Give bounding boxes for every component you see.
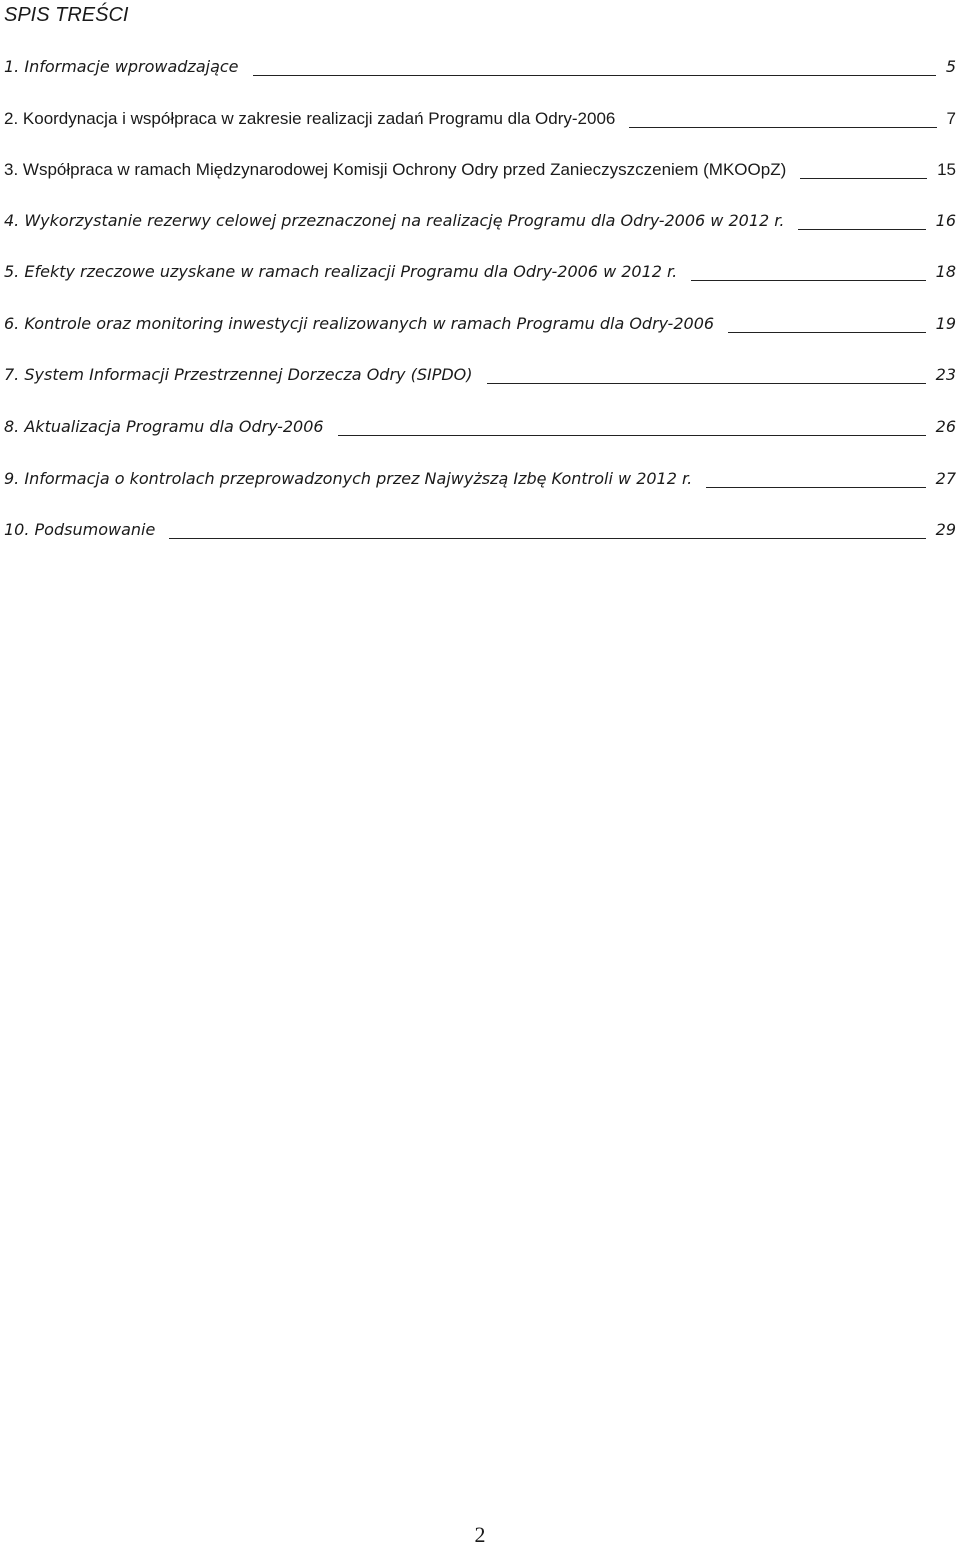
toc-entry-label: 1. Informacje wprowadzające xyxy=(4,57,239,76)
toc-entry-label: 7. System Informacji Przestrzennej Dorzecza Odry (SIPDO) xyxy=(4,365,473,384)
toc-entry-page: 18 xyxy=(935,262,956,281)
toc-leader-line xyxy=(487,383,926,384)
toc-leader-line xyxy=(338,435,926,436)
toc-entry-6[interactable] xyxy=(4,311,956,337)
toc-entry-7[interactable] xyxy=(4,362,956,388)
toc-entry-page: 23 xyxy=(935,365,956,384)
toc-entry-1[interactable] xyxy=(4,54,956,80)
toc-entry-5[interactable] xyxy=(4,259,956,285)
toc-entry-page: 15 xyxy=(937,160,956,179)
toc-entry-10[interactable] xyxy=(4,517,956,543)
toc-entry-2[interactable] xyxy=(4,106,956,132)
toc-entry-page: 26 xyxy=(935,417,956,436)
toc-entry-page: 29 xyxy=(935,520,956,539)
toc-leader-line xyxy=(169,538,925,539)
toc-entry-label: 2. Koordynacja i współpraca w zakresie realizacji zadań Programu dla Odry-2006 xyxy=(4,109,616,128)
toc-entry-label: 3. Współpraca w ramach Międzynarodowej Komisji Ochrony Odry przed Zanieczyszczeniem (MKOOpZ) xyxy=(4,160,787,179)
toc-entry-4[interactable] xyxy=(4,208,956,234)
toc-entry-3[interactable] xyxy=(4,157,956,183)
toc-entry-label: 5. Efekty rzeczowe uzyskane w ramach realizacji Programu dla Odry-2006 w 2012 r. xyxy=(4,262,678,281)
toc-entry-page: 16 xyxy=(935,211,956,230)
toc-entry-9[interactable] xyxy=(4,466,956,492)
toc-title: SPIS TREŚCI xyxy=(4,4,129,26)
toc-leader-line xyxy=(728,332,926,333)
toc-entry-label: 8. Aktualizacja Programu dla Odry-2006 xyxy=(4,417,324,436)
toc-leader-line xyxy=(798,229,925,230)
toc-leader-line xyxy=(800,178,927,179)
toc-entry-page: 7 xyxy=(946,109,956,128)
toc-entry-page: 27 xyxy=(935,469,956,488)
toc-leader-line xyxy=(629,127,936,128)
toc-entry-label: 9. Informacja o kontrolach przeprowadzonych przez Najwyższą Izbę Kontroli w 2012 r. xyxy=(4,469,693,488)
toc-entry-8[interactable] xyxy=(4,414,956,440)
toc-leader-line xyxy=(691,280,925,281)
toc-entry-label: 10. Podsumowanie xyxy=(4,520,156,539)
toc-entry-page: 5 xyxy=(945,57,956,76)
toc-entry-label: 4. Wykorzystanie rezerwy celowej przeznaczonej na realizację Programu dla Odry-2006 w 2012 r. xyxy=(4,211,785,230)
toc-leader-line xyxy=(253,75,936,76)
page-number: 2 xyxy=(474,1522,486,1547)
toc-entry-page: 19 xyxy=(935,314,956,333)
toc-entry-label: 6. Kontrole oraz monitoring inwestycji realizowanych w ramach Programu dla Odry-2006 xyxy=(4,314,715,333)
toc-leader-line xyxy=(706,487,925,488)
